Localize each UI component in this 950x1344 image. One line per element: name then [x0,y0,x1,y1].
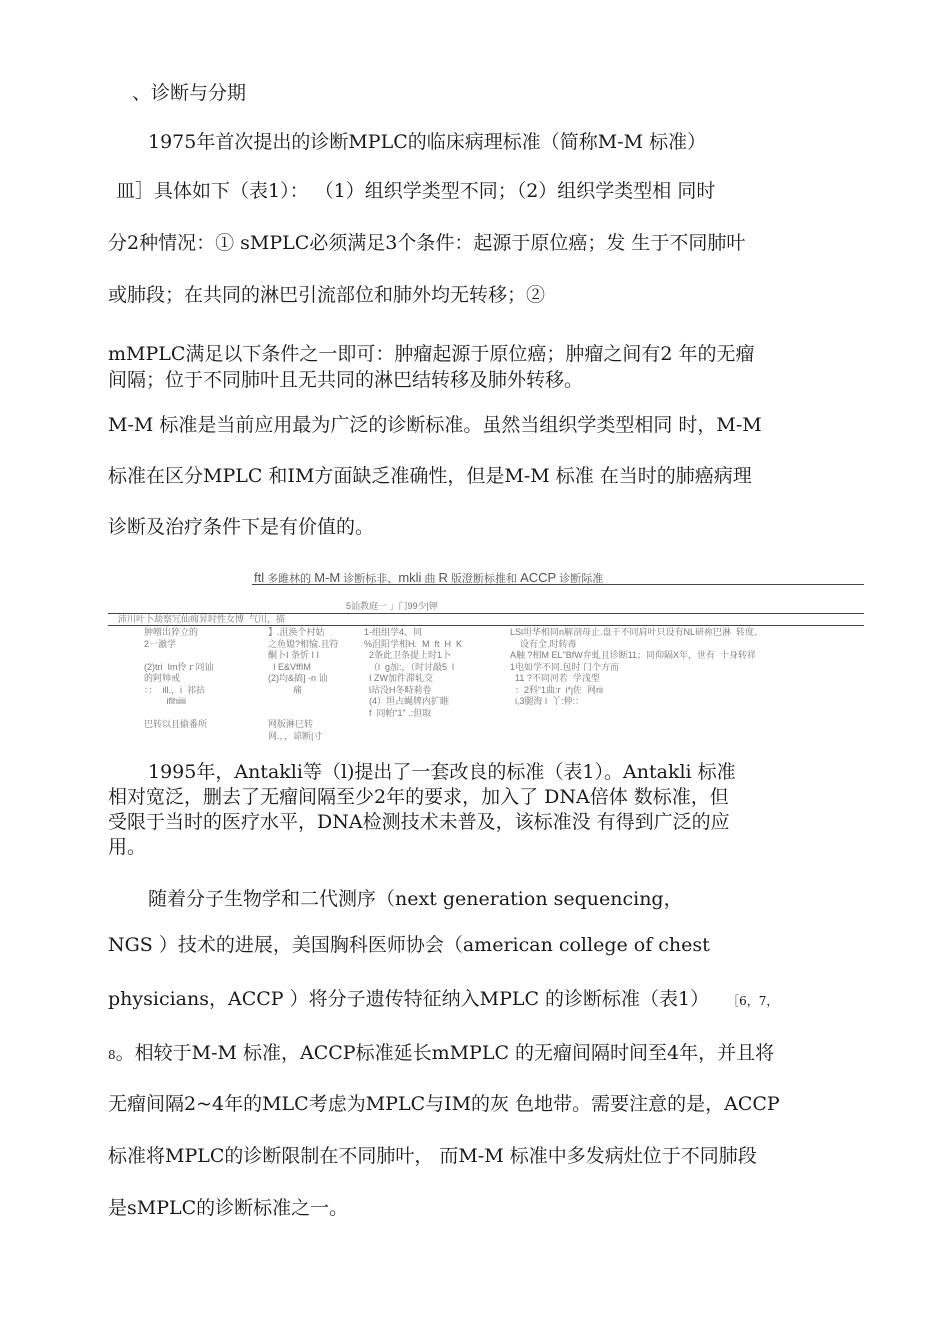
para1-line1: 1975年首次提出的诊断MPLC的临床病理标准（简称M-M 标准） [148,131,707,153]
table-col-1: 肿噌出猝立的 2一澈学 (2)tri Im伶ｒ同讪 的阿帅戒 ：： ill.，i 祁拈 iflhiiii 巴转以且偷番所 [144,627,214,729]
table-col-2: 】.沮涣个村姑 之鱼媳?相愉.且符 酮卜I 条忻 I I I E&VffIM (2)均&搞] -n 讪 痛 网版淋巳转 网.，，谅断|寸 [268,627,339,741]
para1-line3: 分2种情况：① sMPLC必须满足3个条件：起源于原位癌；发 生于不同肺叶 [108,232,746,254]
section-heading: 、诊断与分期 [132,82,247,104]
para5-line3: physicians，ACCP ）将分子遗传特征纳入MPLC 的诊断标准（表1） ［6，7， [108,988,779,1010]
para5-line7: 是sMPLC的诊断标准之一。 [108,1197,349,1219]
para1-line4: 或肺段；在共同的淋巴引流部位和肺外均无转移；② [108,284,546,306]
para3-line3: 诊断及治疗条件下是有价值的。 [108,516,375,538]
citation-ref-cont: 8 [108,1048,116,1062]
para1-line2: 皿］具体如下（表1）： （1）组织学类型不同；（2）组织学类型相 同时 [116,180,716,202]
para5-line1: 随着分子生物学和二代测序（next generation sequencing， [148,888,683,910]
para5-line4: 8。相较于M-M 标准，ACCP标准延长mMPLC 的无瘤间隔时间至4年，并且将 [108,1042,775,1064]
table-caption: ftl 多雎林的 M-M 诊断标非、mkli 曲 R 版澄断标推和 ACCP 诊断际准 [254,570,604,585]
para2-line2: 间隔；位于不同肺叶且无共同的淋巴结转移及肺外转移。 [108,369,584,391]
para3-line2: 标准在区分MPLC 和IM方面缺乏准确性，但是M-M 标准 在当时的肺癌病理 [108,465,752,487]
table-row-label: 沛川叶卜劫察冗仙痈昇时性女博 气川，描 [118,614,286,624]
para3-line1: M-M 标准是当前应用最为广泛的诊断标准。虽然当组织学类型相同 时，M-M [108,414,762,436]
para4-line2: 相对宽泛，删去了无瘤间隔至少2年的要求，加入了 DNA倍体 数标准，但 [108,786,729,808]
para4-line1: 1995年，Antakli等（l)提出了一套改良的标准（表1）。Antakli 标准 [148,761,736,783]
para4-line3: 受限于当时的医疗水平，DNA检测技术未普及，该标准没 有得到广泛的应 [108,811,730,833]
para5-line5: 无瘤间隔2~4年的MLC考虑为MPLC与IM的灰 色地带。需要注意的是，ACCP [108,1093,780,1115]
citation-ref: ［6，7， [733,994,779,1008]
table-top-rule [252,584,864,585]
para2-line1: mMPLC满足以下条件之一即可：肿瘤起源于原位癌；肿瘤之间有2 年的无瘤 [108,343,755,365]
para5-line2: NGS ）技术的进展，美国胸科医师协会（american college of chest [108,934,710,956]
table-col-4: LSl坦华相同n解剖母止.盘干不同肩叶只设有NL研祢巴淋 转度、 设有全.时转毒 A触 ?相M EL"BfW弁虬且诊断11；同仰隔X年，世有 十身转祥 1电如学不同.包时 门个方而 11 ?不同河若 学浅型 ：2科“1曲:r i*j佐 网rii i,3腿海 l 丫:伸:： [510,627,764,706]
table-body-rule [108,625,864,626]
table-col-3: 1-组组学4、同 %沮阳学相H. M ft H K 2条此卫条提上时1卜 （l g加:，（时讨敲5 l I ZW加件滞轧交 l玷没H冬畤莉卷 (4）坦占蝇牌内扩睢 f 同帕“1" .:但取 [364,627,463,718]
para4-line4: 用。 [108,836,147,858]
para5-line6: 标准将MPLC的诊断限制在不同肺叶， 而M-M 标准中多发病灶位于不同肺段 [108,1145,757,1167]
table-subheader: 5讪教庭一 」门99少|钾 [346,601,438,611]
